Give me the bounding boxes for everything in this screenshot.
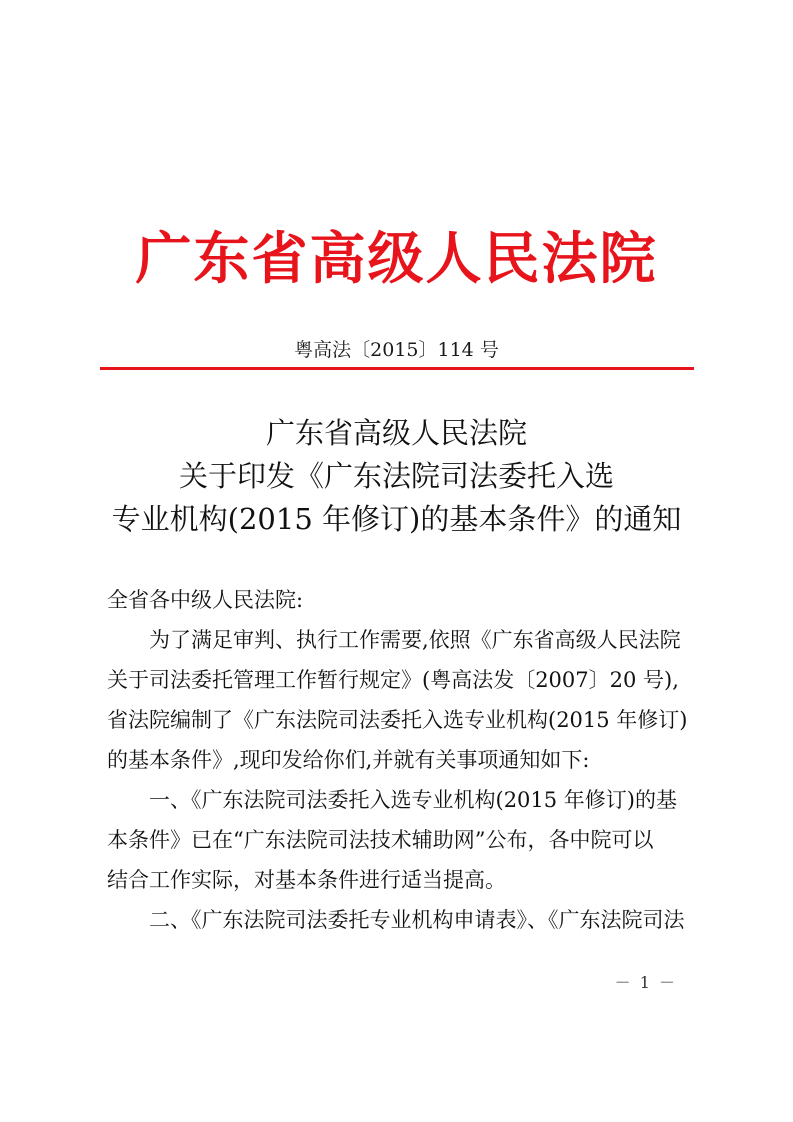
paragraph-item-2 [107,900,695,940]
paragraph-line: 本条件》已在“广东法院司法技术辅助网”公布，各中院可以 [107,828,654,852]
page-number: － 1 － [614,973,677,992]
notice-title-line: 广东省高级人民法院 [265,416,527,450]
paragraph-line: 的基本条件》,现印发给你们,并就有关事项通知如下: [107,748,590,772]
paragraph-item-1 [107,780,695,900]
paragraph-line: 一、《广东法院司法委托入选专业机构(2015 年修订)的基 [149,788,678,812]
paragraph-line: 省法院编制了《广东法院司法委托入选专业机构(2015 年修订) [107,708,688,732]
document-body [107,580,695,940]
red-divider-line [100,367,694,370]
paragraph-intro [107,620,695,780]
notice-title-line: 专业机构(2015 年修订)的基本条件》的通知 [111,502,682,536]
notice-title-line: 关于印发《广东法院司法委托入选 [178,459,614,493]
paragraph-line: 关于司法委托管理工作暂行规定》(粤高法发〔2007〕20 号), [107,668,679,692]
masthead-title: 广东省高级人民法院 [135,227,658,292]
paragraph-line: 结合工作实际，对基本条件进行适当提高。 [107,868,506,892]
document-number: 粤高法〔2015〕114 号 [294,339,499,361]
notice-title [0,412,793,541]
salutation: 全省各中级人民法院: [107,588,304,612]
paragraph-line: 二、《广东法院司法委托专业机构申请表》、《广东法院司法 [149,908,685,932]
paragraph-line: 为了满足审判、执行工作需要,依照《广东省高级人民法院 [149,628,681,652]
